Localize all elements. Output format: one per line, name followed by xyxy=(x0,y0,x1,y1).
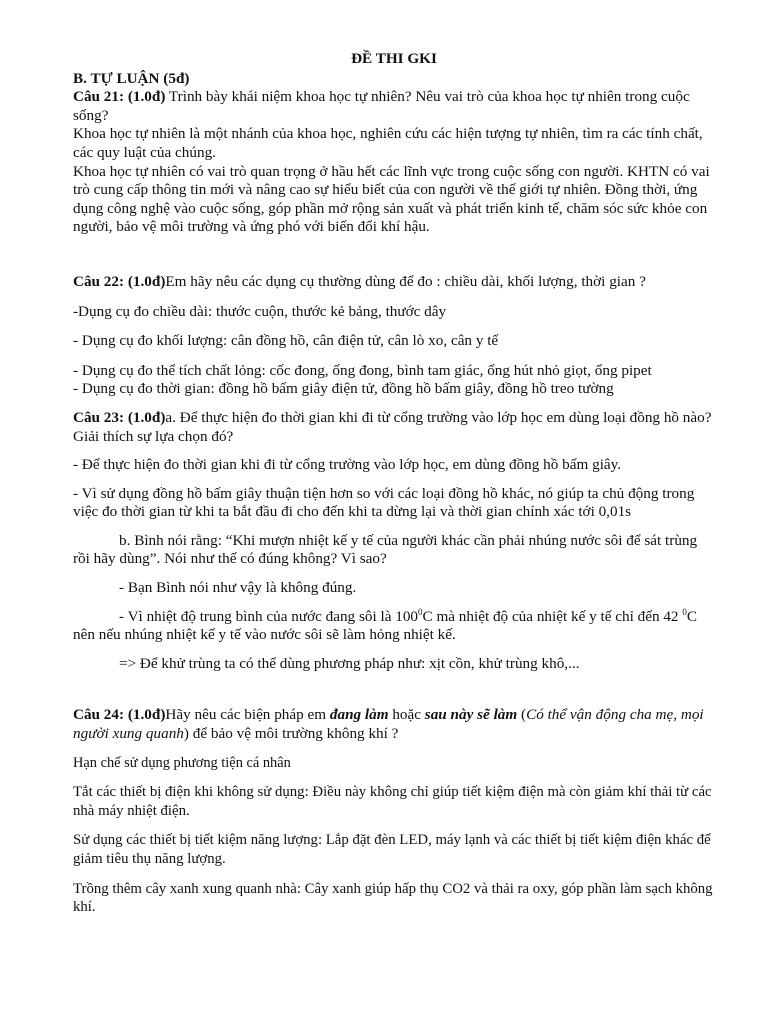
answer-23b-1: - Bạn Bình nói như vậy là không đúng. xyxy=(119,579,357,597)
question-24-part3: ( xyxy=(517,706,527,724)
answer-23b-2-part3: C nên nếu nhúng nhiệt kế y tế vào nước sôi sẽ làm hỏng nhiệt kế. xyxy=(73,607,697,644)
answer-21-2: Khoa học tự nhiên có vai trò quan trọng ở hầu hết các lĩnh vực trong cuộc sống con người. KHTN có vai trò cung cấp thông tin mới và nâng cao sự hiểu biết của con người về thế giới tự nhiên. Đồng thời, ứng dụng công nghệ vào cuộc sống, góp phần mở rộng sản xuất và phát triển kinh tế, chăm sóc sức khỏe con người, bảo vệ môi trường và ứng phó với biến đổi khí hậu. xyxy=(73,162,710,236)
section-heading: B. TỰ LUẬN (5đ) xyxy=(73,69,190,87)
question-24-bold2: sau này sẽ làm xyxy=(424,706,518,724)
answer-22-2: - Dụng cụ đo khối lượng: cân đồng hồ, cân điện tử, cân lò xo, cân y tế xyxy=(73,332,499,350)
answer-24-3: Sử dụng các thiết bị tiết kiệm năng lượng: Lắp đặt đèn LED, máy lạnh và các thiết bị tiết kiệm điện khác để giảm tiêu thụ năng lượng. xyxy=(73,832,711,867)
answer-23a-2: - Vì sử dụng đồng hồ bấm giây thuận tiện hơn so với các loại đồng hồ khác, nó giúp ta chủ động trong việc đo thời gian từ khi ta bắt đầu đi cho đến khi ta dừng lại và thời gian chính xác tới 0,01s xyxy=(73,484,695,521)
question-24 xyxy=(73,706,715,743)
question-23 xyxy=(73,409,715,446)
question-21-label: Câu 21: (1.0đ) xyxy=(73,88,166,106)
exam-document xyxy=(73,50,715,917)
answer-23b-2-part1: - Vì nhiệt độ trung bình của nước đang sôi là 100 xyxy=(119,607,419,625)
question-23a-text: a. Để thực hiện đo thời gian khi đi từ cổng trường vào lớp học em dùng loại đồng hồ nào? Giải thích sự lựa chọn đó? xyxy=(73,408,712,445)
question-24-part1: Hãy nêu các biện pháp em xyxy=(165,706,330,724)
question-24-italic: Có thể vận động cha mẹ, mọi người xung quanh xyxy=(73,706,704,743)
answer-23b-2 xyxy=(73,608,715,645)
answer-23a-1: - Để thực hiện đo thời gian khi đi từ cổng trường vào lớp học, em dùng đồng hồ bấm giây. xyxy=(73,456,622,474)
answer-24-4: Trồng thêm cây xanh xung quanh nhà: Cây xanh giúp hấp thụ CO2 và thải ra oxy, góp phần làm sạch không khí. xyxy=(73,880,713,916)
answer-22-4: - Dụng cụ đo thời gian: đồng hồ bấm giây điện tử, đồng hồ bấm giây, đồng hồ treo tường xyxy=(73,380,614,398)
answer-24-1: Hạn chế sử dụng phương tiện cá nhân xyxy=(73,754,291,771)
question-23b-text: b. Bình nói rằng: “Khi mượn nhiệt kế y tế của người khác cần phải nhúng nước sôi để sát trùng rồi hãy dùng”. Nói như thế có đúng không? Vì sao? xyxy=(73,531,698,568)
question-24-label: Câu 24: (1.0đ) xyxy=(73,706,166,724)
question-23-label: Câu 23: (1.0đ) xyxy=(73,408,166,426)
question-21 xyxy=(73,88,715,125)
answer-23b-3: => Để khử trùng ta có thể dùng phương pháp như: xịt cồn, khử trùng khô,... xyxy=(119,654,580,672)
answer-24-2: Tắt các thiết bị điện khi không sử dụng: Điều này không chỉ giúp tiết kiệm điện mà còn giảm khí thải từ các nhà máy nhiệt điện. xyxy=(73,784,712,819)
question-21-text: Trình bày khái niệm khoa học tự nhiên? Nêu vai trò của khoa học tự nhiên trong cuộc sống? xyxy=(73,88,690,124)
answer-21-1: Khoa học tự nhiên là một nhánh của khoa học, nghiên cứu các hiện tượng tự nhiên, tìm ra các tính chất, các quy luật của chúng. xyxy=(73,125,703,161)
degree-superscript: 0 xyxy=(418,606,423,617)
degree-superscript: 0 xyxy=(682,606,687,617)
question-24-bold1: đang làm xyxy=(329,706,389,724)
question-24-part4: ) để bảo vệ môi trường không khí ? xyxy=(183,725,399,743)
question-22 xyxy=(73,273,715,292)
question-24-part2: hoặc xyxy=(388,706,425,724)
answer-22-1: -Dụng cụ đo chiều dài: thước cuộn, thước kẻ bảng, thước dây xyxy=(73,302,447,320)
question-22-text: Em hãy nêu các dụng cụ thường dùng để đo : chiều dài, khối lượng, thời gian ? xyxy=(165,272,646,290)
answer-23b-2-part2: C mà nhiệt độ của nhiệt kế y tế chỉ đến 42 xyxy=(422,607,683,625)
document-title: ĐỀ THI GKI xyxy=(351,50,437,67)
question-22-label: Câu 22: (1.0đ) xyxy=(73,272,166,290)
answer-22-3: - Dụng cụ đo thể tích chất lỏng: cốc đong, ống đong, bình tam giác, ống hút nhỏ giọt, ống pipet xyxy=(73,361,652,379)
